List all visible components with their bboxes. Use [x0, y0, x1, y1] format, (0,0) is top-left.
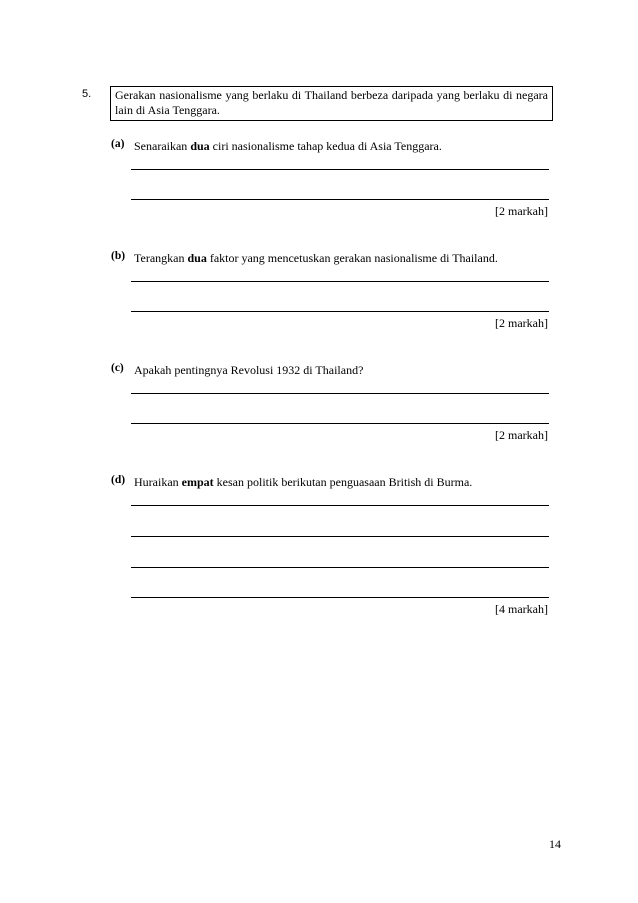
marks-allocation: [2 markah] [495, 204, 548, 218]
part-label: (d) [111, 474, 126, 486]
part-label: (c) [111, 362, 124, 374]
marks-allocation: [4 markah] [495, 602, 548, 616]
part-question: Huraikan empat kesan politik berikutan penguasaan British di Burma. [134, 475, 473, 489]
answer-line[interactable] [131, 505, 549, 506]
marks-allocation: [2 markah] [495, 428, 548, 442]
part-question: Apakah pentingnya Revolusi 1932 di Thailand? [134, 363, 364, 377]
answer-line[interactable] [131, 567, 549, 568]
marks-allocation: [2 markah] [495, 316, 548, 330]
answer-line[interactable] [131, 281, 549, 282]
answer-line[interactable] [131, 199, 549, 200]
answer-line[interactable] [131, 311, 549, 312]
answer-line[interactable] [131, 423, 549, 424]
part-question: Terangkan dua faktor yang mencetuskan gerakan nasionalisme di Thailand. [134, 251, 498, 265]
part-label: (a) [111, 138, 125, 150]
question-number: 5. [82, 88, 92, 100]
page-number: 14 [549, 837, 561, 851]
answer-line[interactable] [131, 393, 549, 394]
answer-line[interactable] [131, 536, 549, 537]
answer-line[interactable] [131, 597, 549, 598]
answer-line[interactable] [131, 169, 549, 170]
part-label: (b) [111, 250, 126, 262]
question-stem: Gerakan nasionalisme yang berlaku di Thailand berbeza daripada yang berlaku di negara lain di Asia Tenggara. [110, 86, 553, 121]
part-question: Senaraikan dua ciri nasionalisme tahap kedua di Asia Tenggara. [134, 139, 442, 153]
